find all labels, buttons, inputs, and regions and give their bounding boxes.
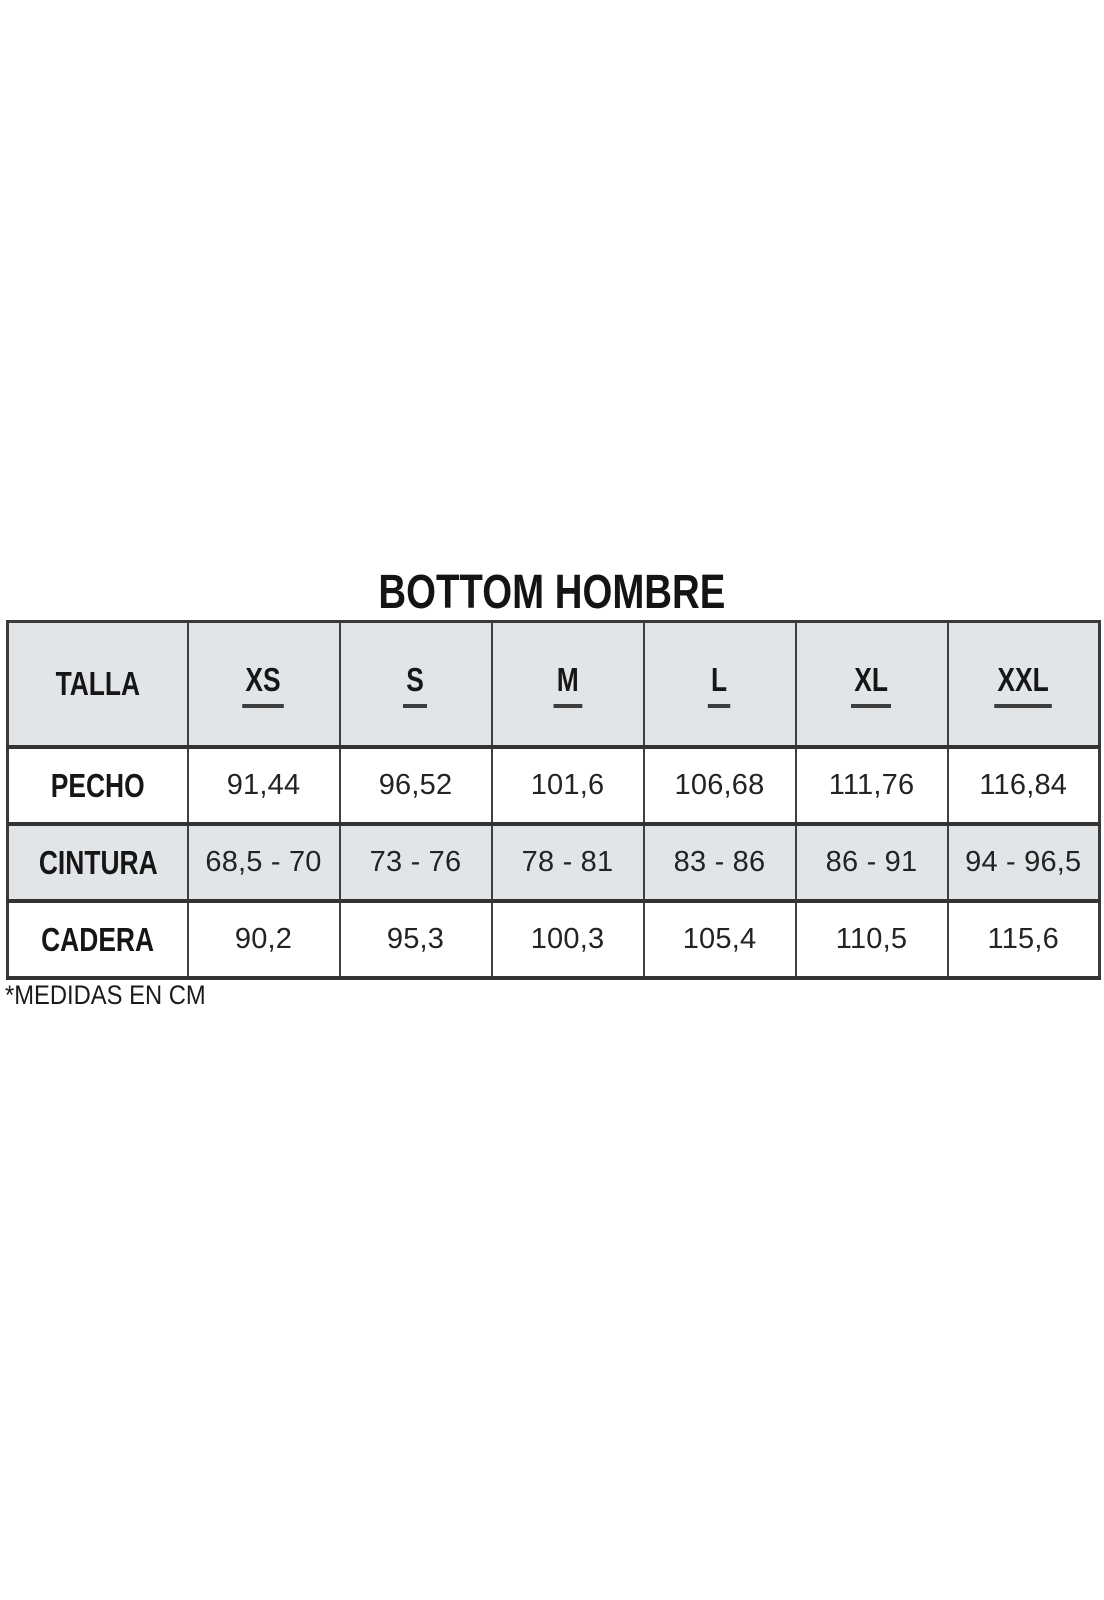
cell-pecho-xxl: 116,84: [948, 747, 1100, 824]
header-cell-m: [492, 622, 644, 748]
size-label-m: M: [553, 661, 581, 708]
size-label-s: S: [403, 661, 427, 708]
cell-cintura-xs: 68,5 - 70: [188, 824, 340, 901]
cell-cadera-xl: 110,5: [796, 901, 948, 978]
cell-cadera-l: 105,4: [644, 901, 796, 978]
header-cell-xxl: [948, 622, 1100, 748]
cell-cadera-xs: 90,2: [188, 901, 340, 978]
chart-title-text: BOTTOM HOMBRE: [378, 566, 726, 619]
size-label-xs: XS: [243, 661, 285, 708]
cell-cadera-s: 95,3: [340, 901, 492, 978]
size-label-l: L: [708, 661, 731, 708]
row-pecho: [8, 747, 1100, 824]
header-cell-s: [340, 622, 492, 748]
cell-pecho-m: 101,6: [492, 747, 644, 824]
header-cell-talla: [8, 622, 188, 748]
cell-cadera-m: 100,3: [492, 901, 644, 978]
units-note-text: *MEDIDAS EN CM: [5, 980, 206, 1010]
cell-pecho-l: 106,68: [644, 747, 796, 824]
row-label-cadera: CADERA: [8, 901, 188, 978]
units-note: [5, 980, 233, 1010]
row-cintura: [8, 824, 1100, 901]
row-label-cintura: CINTURA: [8, 824, 188, 901]
header-row: [8, 622, 1100, 748]
size-table: [6, 620, 1101, 980]
cell-cintura-s: 73 - 76: [340, 824, 492, 901]
cell-pecho-xl: 111,76: [796, 747, 948, 824]
cell-cintura-xl: 86 - 91: [796, 824, 948, 901]
cell-cadera-xxl: 115,6: [948, 901, 1100, 978]
row-label-pecho: PECHO: [8, 747, 188, 824]
size-label-xl: XL: [851, 661, 891, 708]
cell-cintura-l: 83 - 86: [644, 824, 796, 901]
cell-pecho-xs: 91,44: [188, 747, 340, 824]
talla-label: TALLA: [55, 665, 141, 702]
header-cell-xl: [796, 622, 948, 748]
cell-pecho-s: 96,52: [340, 747, 492, 824]
cell-cintura-m: 78 - 81: [492, 824, 644, 901]
cell-cintura-xxl: 94 - 96,5: [948, 824, 1100, 901]
row-cadera: [8, 901, 1100, 978]
size-label-xxl: XXL: [994, 661, 1052, 708]
chart-title: [0, 566, 1104, 620]
header-cell-xs: [188, 622, 340, 748]
header-cell-l: [644, 622, 796, 748]
